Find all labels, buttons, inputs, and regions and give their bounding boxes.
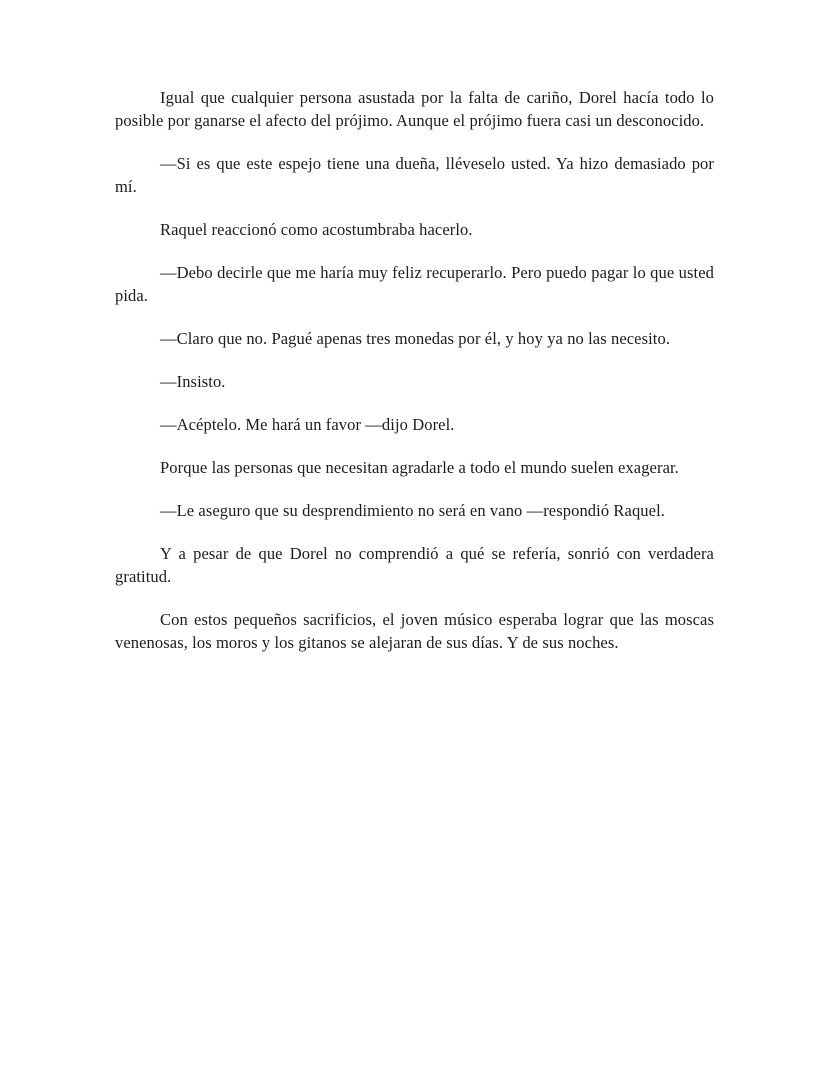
paragraph: Porque las personas que necesitan agradarle a todo el mundo suelen exagerar. [160,458,679,477]
paragraph: Y a pesar de que Dorel no comprendió a qué se refería, sonrió con verdadera gratitud. [115,544,714,586]
paragraph: Raquel reaccionó como acostumbraba hacerlo. [160,220,473,239]
paragraph: —Insisto. [160,372,226,391]
paragraph: —Debo decirle que me haría muy feliz recuperarlo. Pero puedo pagar lo que usted pida. [115,263,714,305]
paragraph: Igual que cualquier persona asustada por la falta de cariño, Dorel hacía todo lo posible por ganarse el afecto del prójimo. Aunque el prójimo fuera casi un desconocido. [115,88,714,130]
paragraph: Con estos pequeños sacrificios, el joven músico esperaba lograr que las moscas venenosas, los moros y los gitanos se alejaran de sus días. Y de sus noches. [115,610,714,652]
paragraph: —Si es que este espejo tiene una dueña, lléveselo usted. Ya hizo demasiado por mí. [115,154,714,196]
paragraph: —Claro que no. Pagué apenas tres monedas por él, y hoy ya no las necesito. [160,329,671,348]
paragraph: —Le aseguro que su desprendimiento no será en vano —respondió Raquel. [160,501,665,520]
paragraph: —Acéptelo. Me hará un favor —dijo Dorel. [160,415,455,434]
